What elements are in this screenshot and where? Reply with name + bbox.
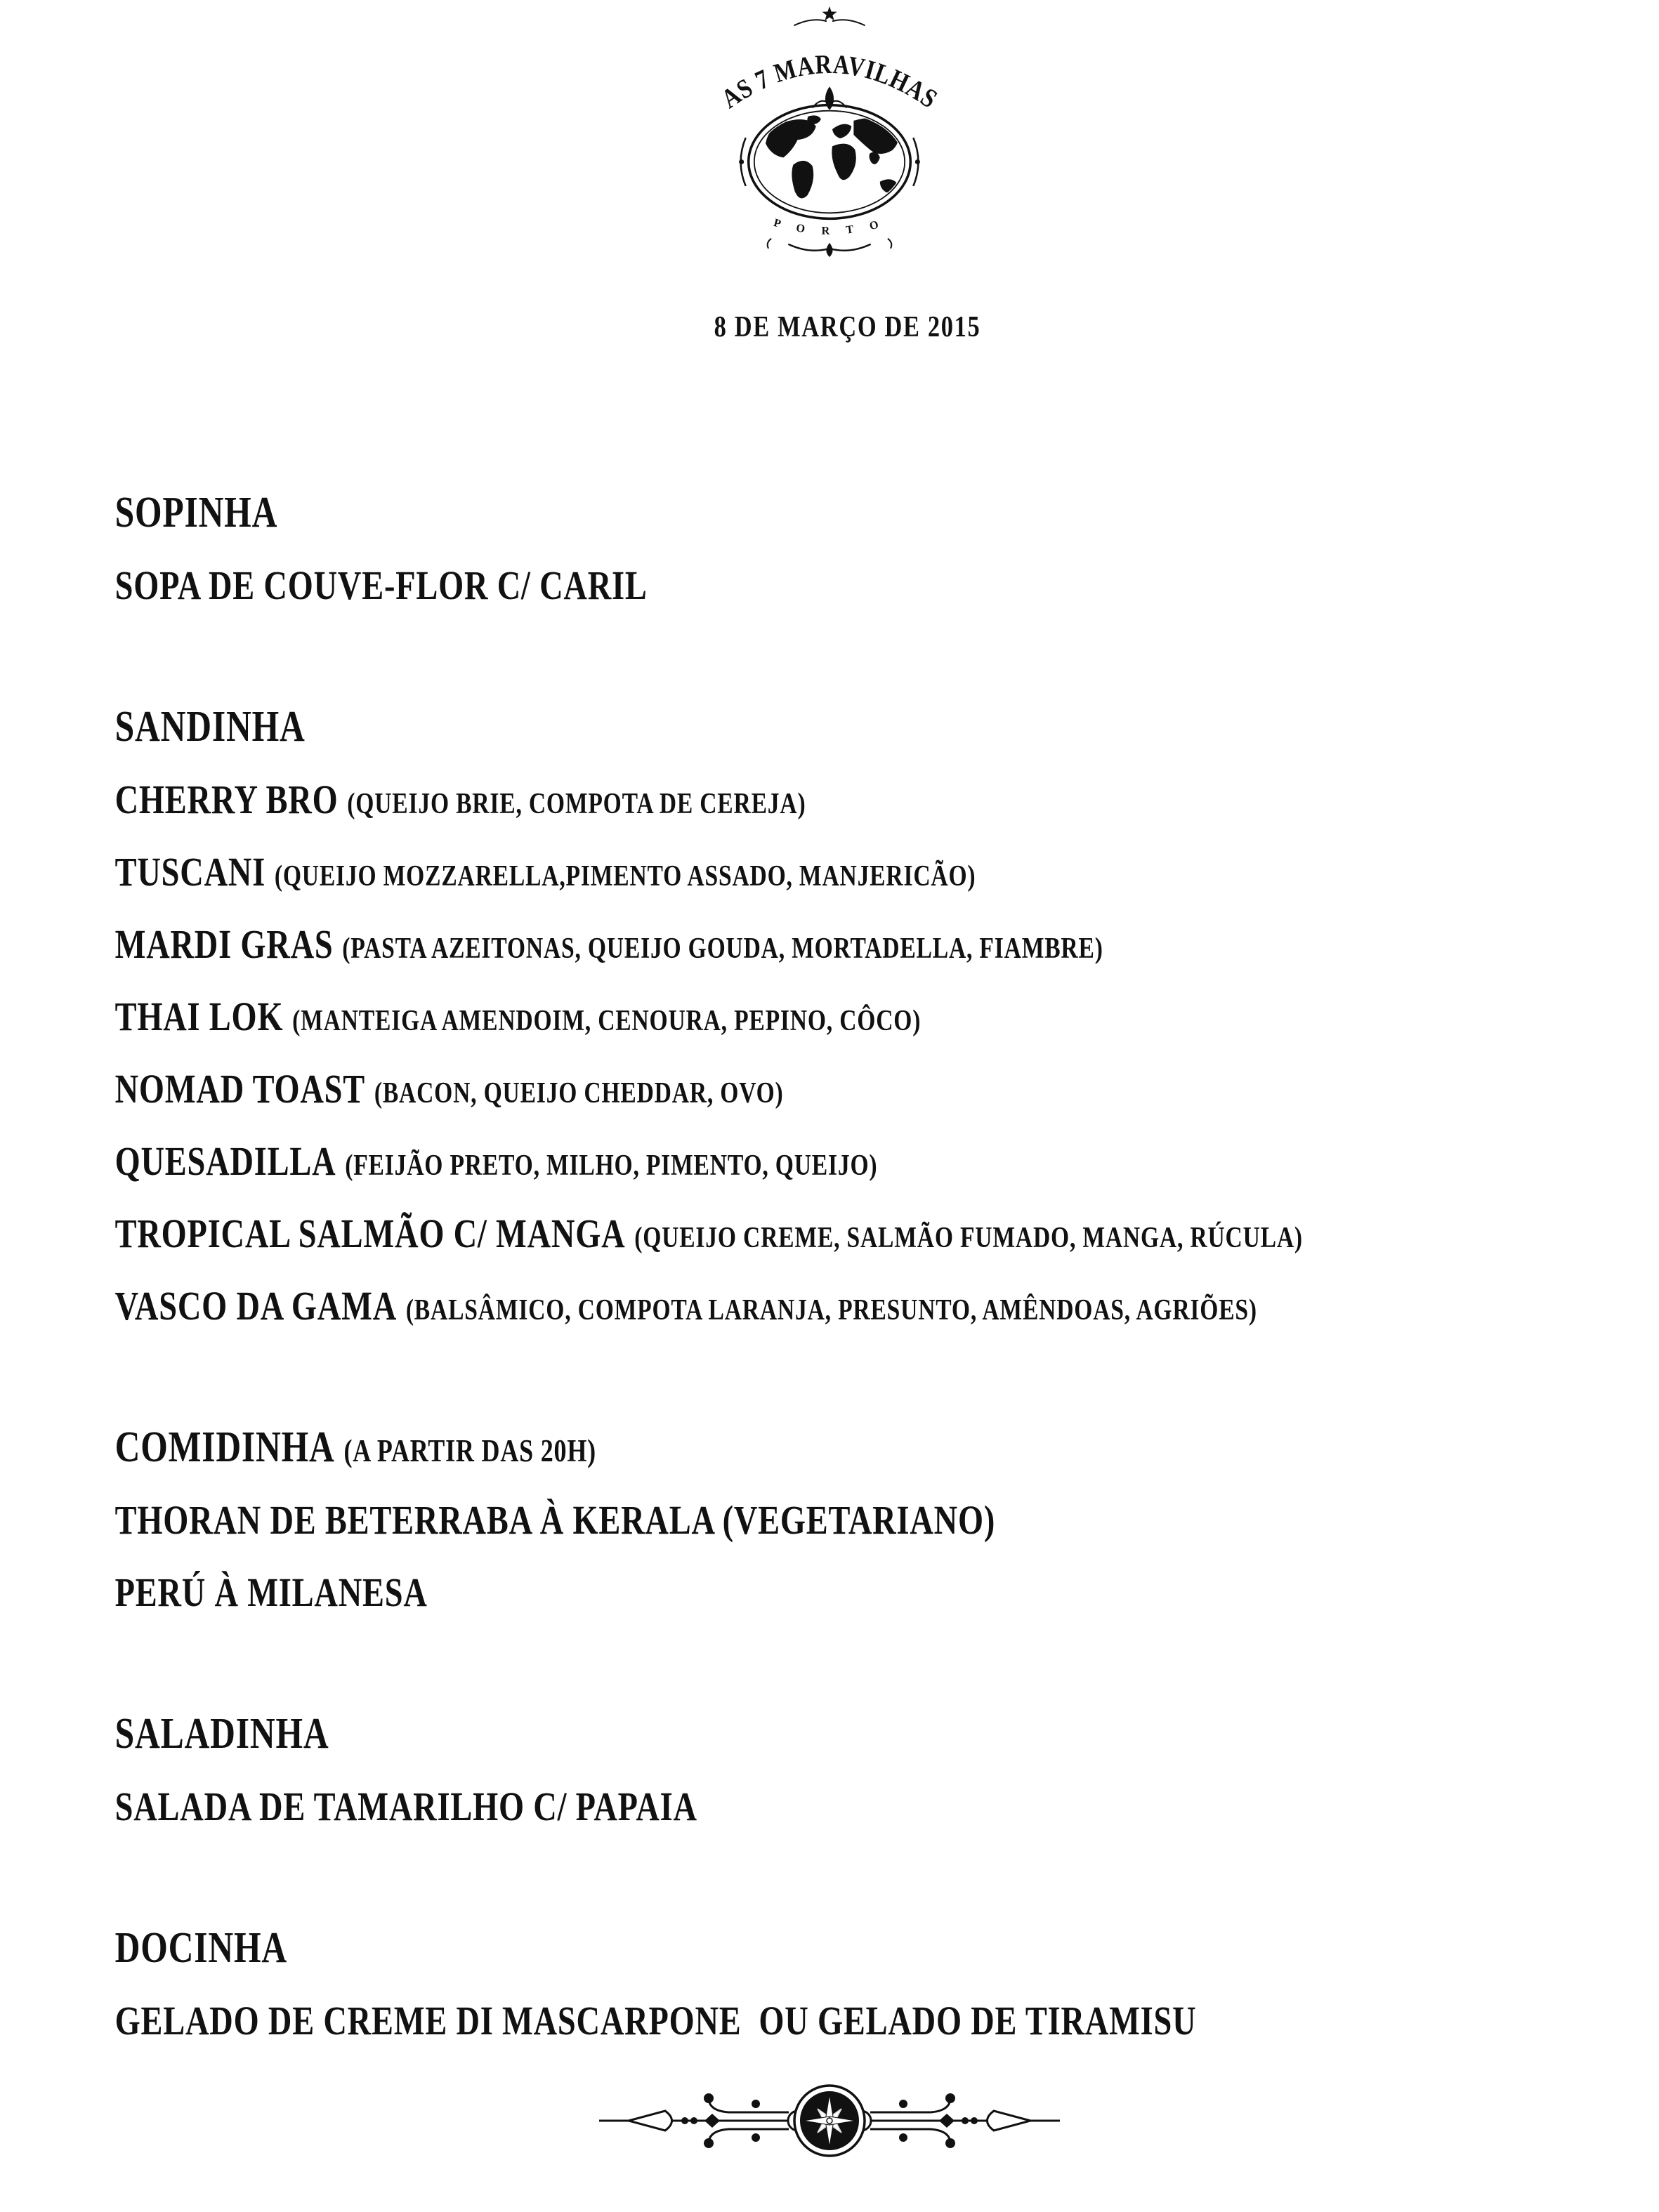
- item-name: SALADA DE TAMARILHO C/ PAPAIA: [114, 1784, 697, 1829]
- menu-item: [97, 691, 1301, 822]
- item-note: (QUEIJO BRIE, COMPOTA DE CEREJA): [347, 788, 806, 820]
- compass-rose-divider-icon: [598, 2077, 1061, 2164]
- menu-item: [97, 1197, 1301, 1329]
- menu-item: [97, 1125, 1303, 1256]
- section-title: SANDINHA: [114, 703, 306, 751]
- logo-flourish: [832, 20, 865, 25]
- menu-date-text: 8 DE MARÇO DE 2015: [714, 311, 981, 343]
- section-heading-line: [97, 619, 1301, 751]
- item-name: THORAN DE BETERRABA À KERALA (VEGETARIANO): [114, 1497, 996, 1543]
- section-title: SALADINHA: [114, 1710, 329, 1758]
- menu-section-comidinha: [97, 1339, 1603, 1615]
- section-heading-line: [97, 1339, 1301, 1471]
- logo-city-label: P O R T O: [772, 216, 887, 237]
- item-note: (MANTEIGA AMENDOIM, CENOURA, PEPINO, CÔCO): [292, 1005, 922, 1037]
- menu-item: [97, 836, 1301, 967]
- star-icon: [822, 6, 837, 20]
- item-name: QUESADILLA: [114, 1138, 336, 1184]
- menu-item: [97, 1411, 1301, 1543]
- menu-item: [97, 763, 1301, 895]
- menu-item: [97, 1698, 1301, 1829]
- menu-item: [97, 980, 1301, 1112]
- item-note: (FEIJÃO PRETO, MILHO, PIMENTO, QUEIJO): [345, 1150, 878, 1182]
- item-name: NOMAD TOAST: [114, 1066, 366, 1112]
- section-note: (A PARTIR DAS 20H): [343, 1433, 596, 1468]
- item-name: MARDI GRAS: [114, 921, 334, 967]
- logo-frame-inner: [754, 111, 905, 213]
- menu-item: [97, 1912, 1301, 2043]
- menu-section-sopinha: [97, 404, 1603, 608]
- item-name: CHERRY BRO: [114, 777, 339, 822]
- section-title: SOPINHA: [114, 489, 278, 536]
- item-name: SOPA DE COUVE-FLOR C/ CARIL: [114, 562, 648, 608]
- section-title: COMIDINHA: [114, 1423, 335, 1471]
- menu-body: [97, 404, 1603, 2054]
- item-name: TUSCANI: [114, 849, 266, 895]
- logo-flourish: [739, 159, 744, 164]
- menu-item: [97, 477, 1301, 608]
- logo-frame: [749, 105, 911, 219]
- menu-date: [0, 272, 1659, 382]
- menu-section-saladinha: [97, 1626, 1603, 1829]
- compass-divider: [598, 2077, 1061, 2168]
- logo-flourish: [794, 20, 827, 25]
- section-heading-line: [97, 1626, 1301, 1758]
- logo-flourish: [915, 159, 920, 164]
- item-note: (BALSÂMICO, COMPOTA LARANJA, PRESUNTO, AMÊNDOAS, AGRIÕES): [405, 1294, 1257, 1326]
- item-name: GELADO DE CREME DI MASCARPONE OU GELADO DE TIRAMISU: [114, 1998, 1197, 2043]
- item-name: VASCO DA GAMA: [114, 1283, 398, 1329]
- menu-item: [97, 1484, 1301, 1615]
- menu-section-docinha: [97, 1840, 1603, 2043]
- item-name: PERÚ À MILANESA: [114, 1569, 428, 1615]
- item-name: THAI LOK: [114, 994, 284, 1039]
- logo-title: AS 7 MARAVILHAS: [716, 49, 945, 116]
- leaf-ornament-icon: [825, 86, 834, 110]
- section-title: DOCINHA: [114, 1924, 287, 1972]
- item-note: (QUEIJO MOZZARELLA,PIMENTO ASSADO, MANJERICÃO): [274, 860, 976, 893]
- world-map-icon: [766, 115, 898, 198]
- section-heading-line: [97, 1840, 1301, 1972]
- svg-text:P O R T O: [773, 217, 887, 237]
- item-name: TROPICAL SALMÃO C/ MANGA: [114, 1211, 626, 1256]
- item-note: (BACON, QUEIJO CHEDDAR, OVO): [374, 1077, 784, 1110]
- menu-item: [97, 908, 1301, 1039]
- restaurant-logo: [707, 4, 952, 262]
- menu-item: [97, 1053, 1301, 1184]
- logo-graphic: [707, 4, 952, 258]
- leaf-ornament-icon: [826, 243, 832, 257]
- menu-section-sandinha: [97, 619, 1603, 1329]
- item-note: (PASTA AZEITONAS, QUEIJO GOUDA, MORTADELLA, FIAMBRE): [342, 933, 1103, 965]
- item-note: (QUEIJO CREME, SALMÃO FUMADO, MANGA, RÚCULA): [634, 1222, 1303, 1254]
- section-heading-line: [97, 404, 1301, 536]
